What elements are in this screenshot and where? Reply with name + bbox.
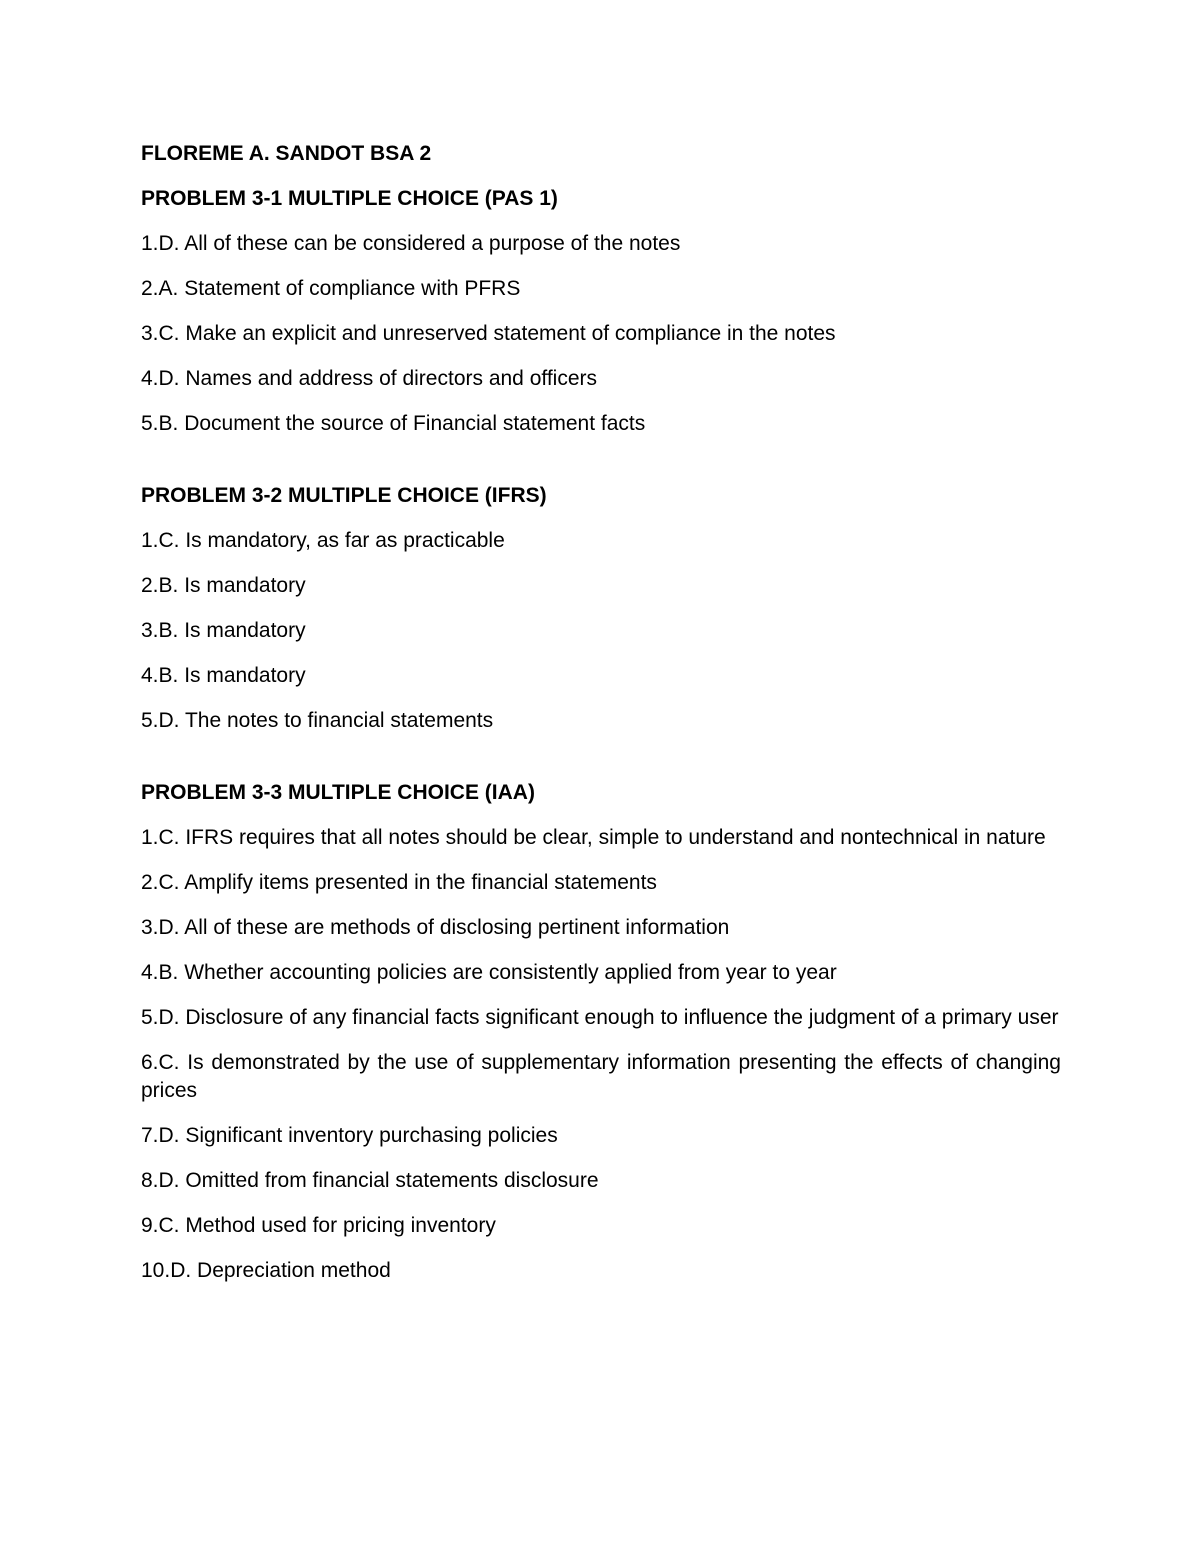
answer-item: 1.C. IFRS requires that all notes should be clear, simple to understand and nontechnical in nature xyxy=(141,826,1046,849)
answer-item: 5.D. Disclosure of any financial facts significant enough to influence the judgment of a primary user xyxy=(141,1006,1059,1029)
answer-item: 5.D. The notes to financial statements xyxy=(141,709,494,732)
answer-item: 1.D. All of these can be considered a purpose of the notes xyxy=(141,232,681,255)
answer-item: 2.A. Statement of compliance with PFRS xyxy=(141,277,521,300)
section-problem-3-2 xyxy=(141,482,1061,735)
answer-item: 4.D. Names and address of directors and officers xyxy=(141,367,598,390)
answer-item: 2.C. Amplify items presented in the financial statements xyxy=(141,871,657,894)
answer-item: 5.B. Document the source of Financial statement facts xyxy=(141,412,646,435)
section-heading: PROBLEM 3-1 MULTIPLE CHOICE (PAS 1) xyxy=(141,187,558,210)
answer-item: 4.B. Whether accounting policies are consistently applied from year to year xyxy=(141,961,837,984)
answer-item: 4.B. Is mandatory xyxy=(141,664,306,687)
answer-list xyxy=(141,230,1061,438)
answer-item: 10.D. Depreciation method xyxy=(141,1259,391,1282)
answer-list xyxy=(141,824,1061,1285)
answer-item: 6.C. Is demonstrated by the use of supplementary information presenting the effects of changing prices xyxy=(141,1051,1061,1102)
document-page xyxy=(141,140,1061,1302)
answer-item: 3.C. Make an explicit and unreserved statement of compliance in the notes xyxy=(141,322,836,345)
answer-item: 8.D. Omitted from financial statements disclosure xyxy=(141,1169,599,1192)
answer-item: 3.D. All of these are methods of disclosing pertinent information xyxy=(141,916,730,939)
section-heading: PROBLEM 3-3 MULTIPLE CHOICE (IAA) xyxy=(141,781,535,804)
answer-item: 7.D. Significant inventory purchasing policies xyxy=(141,1124,558,1147)
answer-list xyxy=(141,527,1061,735)
answer-item: 2.B. Is mandatory xyxy=(141,574,306,597)
document-title: FLOREME A. SANDOT BSA 2 xyxy=(141,142,432,165)
section-problem-3-3 xyxy=(141,779,1061,1285)
answer-item: 3.B. Is mandatory xyxy=(141,619,306,642)
answer-item: 1.C. Is mandatory, as far as practicable xyxy=(141,529,505,552)
section-problem-3-1 xyxy=(141,185,1061,438)
answer-item: 9.C. Method used for pricing inventory xyxy=(141,1214,496,1237)
section-heading: PROBLEM 3-2 MULTIPLE CHOICE (IFRS) xyxy=(141,484,547,507)
